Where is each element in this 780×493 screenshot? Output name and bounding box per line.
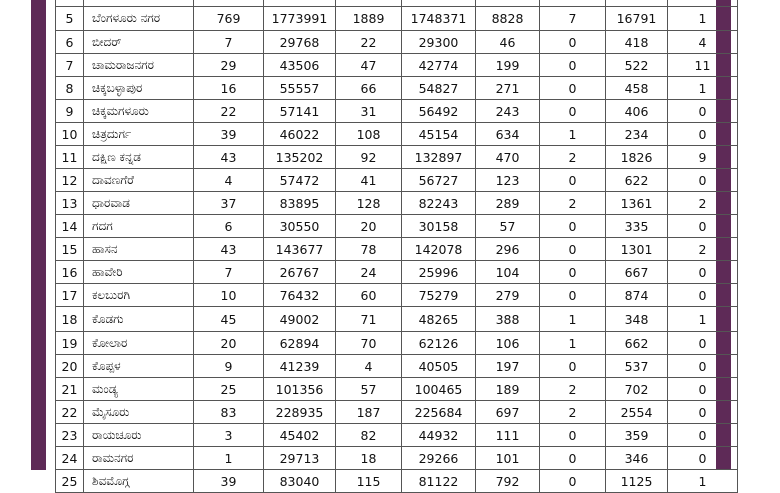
district-name-cell: ಚಿತ್ರದುರ್ಗ xyxy=(84,123,194,146)
value-cell: 75279 xyxy=(402,284,476,307)
value-cell: 29713 xyxy=(264,447,336,470)
value-cell: 31 xyxy=(336,100,402,123)
value-cell: 0 xyxy=(540,31,606,54)
serial-cell: 17 xyxy=(56,284,84,307)
value-cell: 29266 xyxy=(402,447,476,470)
serial-cell: 22 xyxy=(56,401,84,424)
value-cell: 0 xyxy=(668,424,738,447)
value-cell: 0 xyxy=(540,355,606,378)
value-cell: 0 xyxy=(668,401,738,424)
value-cell: 81122 xyxy=(402,470,476,493)
table-row xyxy=(56,424,738,447)
serial-cell: 5 xyxy=(56,7,84,31)
value-cell: 1826 xyxy=(606,146,668,169)
district-name-cell: ಕೊಪ್ಪಳ xyxy=(84,355,194,378)
serial-cell: 11 xyxy=(56,146,84,169)
value-cell: 30158 xyxy=(402,215,476,238)
value-cell: 92 xyxy=(336,146,402,169)
value-cell: 470 xyxy=(476,146,540,169)
value-cell: 0 xyxy=(668,355,738,378)
table-row xyxy=(56,238,738,261)
value-cell: 29768 xyxy=(264,31,336,54)
value-cell: 39 xyxy=(194,123,264,146)
value-cell: 0 xyxy=(540,424,606,447)
value-cell: 348 xyxy=(606,307,668,332)
value-cell: 57472 xyxy=(264,169,336,192)
value-cell: 83895 xyxy=(264,192,336,215)
value-cell: 143677 xyxy=(264,238,336,261)
value-cell: 44932 xyxy=(402,424,476,447)
value-cell: 243 xyxy=(476,100,540,123)
value-cell: 142078 xyxy=(402,238,476,261)
value-cell: 279 xyxy=(476,284,540,307)
value-cell: 335 xyxy=(606,215,668,238)
value-cell: 0 xyxy=(540,215,606,238)
value-cell: 187 xyxy=(336,401,402,424)
district-name-cell: ಚಿಕ್ಕಮಗಳೂರು xyxy=(84,100,194,123)
value-cell: 18 xyxy=(336,447,402,470)
value-cell: 7 xyxy=(194,31,264,54)
table-row xyxy=(56,146,738,169)
serial-cell: 23 xyxy=(56,424,84,447)
district-table xyxy=(55,0,738,493)
value-cell: 0 xyxy=(668,378,738,401)
value-cell: 289 xyxy=(476,192,540,215)
value-cell: 1 xyxy=(540,332,606,355)
value-cell: 1301 xyxy=(606,238,668,261)
value-cell: 0 xyxy=(540,77,606,100)
value-cell: 115 xyxy=(336,470,402,493)
value-cell: 6 xyxy=(194,215,264,238)
value-cell: 101356 xyxy=(264,378,336,401)
value-cell: 418 xyxy=(606,31,668,54)
value-cell: 4 xyxy=(668,31,738,54)
value-cell: 104 xyxy=(476,261,540,284)
value-cell: 16 xyxy=(194,77,264,100)
value-cell: 406 xyxy=(606,100,668,123)
district-name-cell: ಹಾವೇರಿ xyxy=(84,261,194,284)
serial-cell: 18 xyxy=(56,307,84,332)
value-cell: 42774 xyxy=(402,54,476,77)
value-cell: 769 xyxy=(194,7,264,31)
value-cell: 0 xyxy=(668,261,738,284)
value-cell: 1 xyxy=(668,77,738,100)
value-cell: 10 xyxy=(194,284,264,307)
value-cell: 46022 xyxy=(264,123,336,146)
serial-cell: 13 xyxy=(56,192,84,215)
value-cell: 45402 xyxy=(264,424,336,447)
value-cell: 41 xyxy=(336,169,402,192)
value-cell: 101 xyxy=(476,447,540,470)
value-cell: 20 xyxy=(336,215,402,238)
value-cell: 41239 xyxy=(264,355,336,378)
district-name-cell: ಬೀದರ್ xyxy=(84,31,194,54)
value-cell: 0 xyxy=(540,261,606,284)
value-cell: 9 xyxy=(194,355,264,378)
value-cell: 26767 xyxy=(264,261,336,284)
value-cell: 2 xyxy=(540,192,606,215)
value-cell: 1748371 xyxy=(402,7,476,31)
value-cell: 76432 xyxy=(264,284,336,307)
value-cell: 43 xyxy=(194,238,264,261)
value-cell: 60 xyxy=(336,284,402,307)
value-cell: 537 xyxy=(606,355,668,378)
value-cell: 874 xyxy=(606,284,668,307)
value-cell: 16791 xyxy=(606,7,668,31)
value-cell: 622 xyxy=(606,169,668,192)
district-name-cell: ರಾಮನಗರ xyxy=(84,447,194,470)
value-cell: 9 xyxy=(668,146,738,169)
value-cell: 2 xyxy=(668,192,738,215)
value-cell: 388 xyxy=(476,307,540,332)
value-cell: 55557 xyxy=(264,77,336,100)
value-cell: 7 xyxy=(540,7,606,31)
value-cell: 0 xyxy=(668,169,738,192)
value-cell: 82 xyxy=(336,424,402,447)
district-name-cell: ಹಾಸನ xyxy=(84,238,194,261)
value-cell: 11 xyxy=(668,54,738,77)
serial-cell: 14 xyxy=(56,215,84,238)
table-row xyxy=(56,378,738,401)
value-cell: 228935 xyxy=(264,401,336,424)
district-name-cell: ಕೊಡಗು xyxy=(84,307,194,332)
value-cell: 0 xyxy=(540,470,606,493)
value-cell: 458 xyxy=(606,77,668,100)
value-cell: 2 xyxy=(540,146,606,169)
value-cell: 1361 xyxy=(606,192,668,215)
value-cell: 0 xyxy=(668,123,738,146)
value-cell: 106 xyxy=(476,332,540,355)
value-cell: 189 xyxy=(476,378,540,401)
value-cell: 22 xyxy=(336,31,402,54)
district-name-cell: ಕಲಬುರಗಿ xyxy=(84,284,194,307)
value-cell: 0 xyxy=(540,169,606,192)
value-cell: 662 xyxy=(606,332,668,355)
value-cell: 0 xyxy=(668,447,738,470)
serial-cell: 9 xyxy=(56,100,84,123)
value-cell: 29 xyxy=(194,54,264,77)
value-cell: 667 xyxy=(606,261,668,284)
value-cell: 111 xyxy=(476,424,540,447)
value-cell: 1 xyxy=(540,123,606,146)
value-cell: 71 xyxy=(336,307,402,332)
table-body xyxy=(56,0,738,493)
serial-cell: 21 xyxy=(56,378,84,401)
table-row xyxy=(56,284,738,307)
value-cell: 0 xyxy=(668,284,738,307)
value-cell: 43 xyxy=(194,146,264,169)
value-cell: 47 xyxy=(336,54,402,77)
district-name-cell: ರಾಯಚೂರು xyxy=(84,424,194,447)
value-cell: 197 xyxy=(476,355,540,378)
value-cell: 37 xyxy=(194,192,264,215)
value-cell: 1 xyxy=(668,307,738,332)
serial-cell: 12 xyxy=(56,169,84,192)
serial-cell: 15 xyxy=(56,238,84,261)
value-cell: 3 xyxy=(194,424,264,447)
value-cell: 25 xyxy=(194,378,264,401)
table-row xyxy=(56,470,738,493)
district-name-cell: ಬೆಂಗಳೂರು ನಗರ xyxy=(84,7,194,31)
value-cell: 0 xyxy=(540,54,606,77)
table-row xyxy=(56,355,738,378)
serial-cell: 6 xyxy=(56,31,84,54)
value-cell: 199 xyxy=(476,54,540,77)
value-cell: 45154 xyxy=(402,123,476,146)
value-cell: 100465 xyxy=(402,378,476,401)
serial-cell: 25 xyxy=(56,470,84,493)
value-cell: 1 xyxy=(668,470,738,493)
district-name-cell: ಚಾಮರಾಜನಗರ xyxy=(84,54,194,77)
value-cell: 46 xyxy=(476,31,540,54)
value-cell: 4 xyxy=(336,355,402,378)
value-cell: 2 xyxy=(540,401,606,424)
value-cell: 62894 xyxy=(264,332,336,355)
value-cell: 634 xyxy=(476,123,540,146)
value-cell: 83 xyxy=(194,401,264,424)
value-cell: 70 xyxy=(336,332,402,355)
table-row xyxy=(56,123,738,146)
value-cell: 24 xyxy=(336,261,402,284)
value-cell: 56727 xyxy=(402,169,476,192)
table-row xyxy=(56,332,738,355)
district-name-cell: ಶಿವಮೊಗ್ಗ xyxy=(84,470,194,493)
value-cell: 1 xyxy=(540,307,606,332)
value-cell: 697 xyxy=(476,401,540,424)
table-row xyxy=(56,77,738,100)
table-row xyxy=(56,261,738,284)
value-cell: 0 xyxy=(668,215,738,238)
value-cell: 346 xyxy=(606,447,668,470)
value-cell: 1889 xyxy=(336,7,402,31)
value-cell: 123 xyxy=(476,169,540,192)
value-cell: 4 xyxy=(194,169,264,192)
value-cell: 22 xyxy=(194,100,264,123)
value-cell: 20 xyxy=(194,332,264,355)
value-cell: 702 xyxy=(606,378,668,401)
serial-cell: 8 xyxy=(56,77,84,100)
table-row xyxy=(56,100,738,123)
value-cell: 234 xyxy=(606,123,668,146)
district-name-cell: ಕೋಲಾರ xyxy=(84,332,194,355)
value-cell: 2 xyxy=(540,378,606,401)
value-cell: 8828 xyxy=(476,7,540,31)
serial-cell: 16 xyxy=(56,261,84,284)
district-name-cell: ಗದಗ xyxy=(84,215,194,238)
value-cell: 25996 xyxy=(402,261,476,284)
value-cell: 57 xyxy=(336,378,402,401)
value-cell: 0 xyxy=(540,100,606,123)
table-row xyxy=(56,401,738,424)
value-cell: 29300 xyxy=(402,31,476,54)
value-cell: 7 xyxy=(194,261,264,284)
value-cell: 57 xyxy=(476,215,540,238)
value-cell: 1773991 xyxy=(264,7,336,31)
value-cell: 0 xyxy=(540,447,606,470)
serial-cell: 7 xyxy=(56,54,84,77)
value-cell: 128 xyxy=(336,192,402,215)
value-cell: 48265 xyxy=(402,307,476,332)
value-cell: 43506 xyxy=(264,54,336,77)
value-cell: 30550 xyxy=(264,215,336,238)
value-cell: 225684 xyxy=(402,401,476,424)
value-cell: 40505 xyxy=(402,355,476,378)
table-row xyxy=(56,31,738,54)
value-cell: 57141 xyxy=(264,100,336,123)
table-row xyxy=(56,447,738,470)
serial-cell: 10 xyxy=(56,123,84,146)
value-cell: 1 xyxy=(668,7,738,31)
table-row xyxy=(56,215,738,238)
value-cell: 0 xyxy=(540,284,606,307)
value-cell: 2 xyxy=(668,238,738,261)
district-name-cell: ಮಂಡ್ಯ xyxy=(84,378,194,401)
value-cell: 82243 xyxy=(402,192,476,215)
district-name-cell: ಮೈಸೂರು xyxy=(84,401,194,424)
value-cell: 359 xyxy=(606,424,668,447)
value-cell: 132897 xyxy=(402,146,476,169)
value-cell: 0 xyxy=(540,238,606,261)
district-name-cell: ಧಾರವಾಡ xyxy=(84,192,194,215)
table-row xyxy=(56,7,738,31)
serial-cell: 24 xyxy=(56,447,84,470)
value-cell: 296 xyxy=(476,238,540,261)
value-cell: 56492 xyxy=(402,100,476,123)
table-row xyxy=(56,192,738,215)
table-row xyxy=(56,169,738,192)
district-name-cell: ಚಿಕ್ಕಬಳ್ಳಾಪುರ xyxy=(84,77,194,100)
value-cell: 78 xyxy=(336,238,402,261)
value-cell: 49002 xyxy=(264,307,336,332)
value-cell: 792 xyxy=(476,470,540,493)
value-cell: 108 xyxy=(336,123,402,146)
value-cell: 0 xyxy=(668,100,738,123)
value-cell: 1 xyxy=(194,447,264,470)
serial-cell: 20 xyxy=(56,355,84,378)
district-name-cell: ದಕ್ಷಿಣ ಕನ್ನಡ xyxy=(84,146,194,169)
value-cell: 62126 xyxy=(402,332,476,355)
value-cell: 522 xyxy=(606,54,668,77)
value-cell: 0 xyxy=(668,332,738,355)
value-cell: 2554 xyxy=(606,401,668,424)
value-cell: 54827 xyxy=(402,77,476,100)
value-cell: 135202 xyxy=(264,146,336,169)
value-cell: 271 xyxy=(476,77,540,100)
value-cell: 45 xyxy=(194,307,264,332)
table-row xyxy=(56,307,738,332)
value-cell: 83040 xyxy=(264,470,336,493)
value-cell: 66 xyxy=(336,77,402,100)
district-name-cell: ದಾವಣಗೆರೆ xyxy=(84,169,194,192)
serial-cell: 19 xyxy=(56,332,84,355)
value-cell: 39 xyxy=(194,470,264,493)
value-cell: 1125 xyxy=(606,470,668,493)
table-row xyxy=(56,54,738,77)
